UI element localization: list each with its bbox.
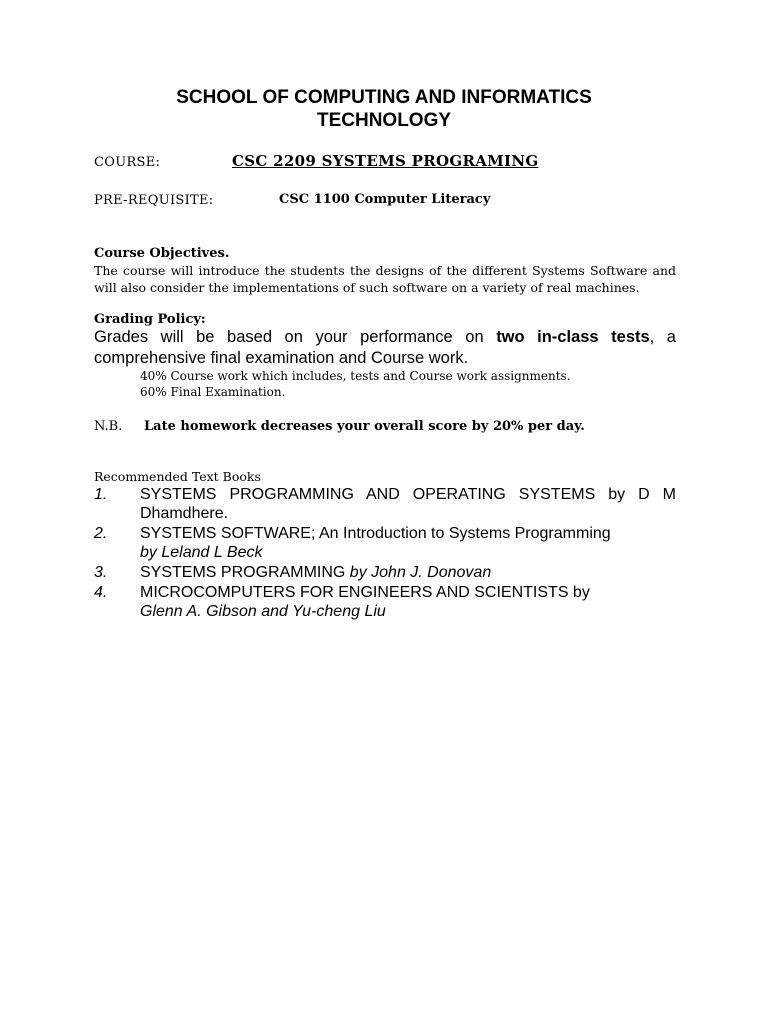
book-title: SYSTEMS PROGRAMMING AND OPERATING SYSTEMS by D M Dhamdhere.	[140, 486, 676, 522]
page-title-line-2: TECHNOLOGY	[316, 110, 452, 131]
book-number: 3.	[94, 564, 108, 581]
book-title: SYSTEMS SOFTWARE; An Introduction to Systems Programming	[140, 525, 611, 542]
grading-text-bold: two in-class tests	[496, 328, 650, 346]
grading-text-part-2: , a comprehensive final examination and Course work.	[94, 328, 676, 367]
book-author: by Leland L Beck	[140, 544, 263, 561]
prerequisite-label: PRE-REQUISITE:	[94, 193, 214, 208]
note-label: N.B.	[94, 419, 123, 434]
book-number: 2.	[94, 525, 108, 542]
book-title: MICROCOMPUTERS FOR ENGINEERS AND SCIENTISTS by	[140, 584, 590, 601]
course-label: COURSE:	[94, 155, 161, 170]
objectives-heading: Course Objectives.	[94, 246, 230, 261]
prerequisite-value: CSC 1100 Computer Literacy	[279, 192, 491, 207]
objectives-text: The course will introduce the students the designs of the different Systems Software and will also consider the implementations of such software on a variety of real machines.	[94, 263, 676, 295]
grading-heading: Grading Policy:	[94, 312, 206, 327]
page-title-line-1: SCHOOL OF COMPUTING AND INFORMATICS	[176, 87, 592, 108]
book-author: by John J. Donovan	[349, 564, 492, 581]
grading-text-part-1: Grades will be based on your performance on	[94, 328, 497, 346]
grading-text	[94, 327, 676, 369]
book-number: 4.	[94, 584, 108, 601]
books-heading: Recommended Text Books	[94, 469, 261, 484]
grading-item: 40% Course work which includes, tests and Course work assignments.	[140, 369, 571, 383]
note-text: Late homework decreases your overall score by 20% per day.	[144, 419, 585, 434]
book-author: Glenn A. Gibson and Yu-cheng Liu	[140, 603, 386, 620]
book-number: 1.	[94, 486, 108, 503]
book-title: SYSTEMS PROGRAMMING	[140, 564, 350, 581]
grading-item: 60% Final Examination.	[140, 385, 286, 399]
page-title	[0, 86, 768, 132]
course-value: CSC 2209 SYSTEMS PROGRAMING	[232, 152, 539, 170]
